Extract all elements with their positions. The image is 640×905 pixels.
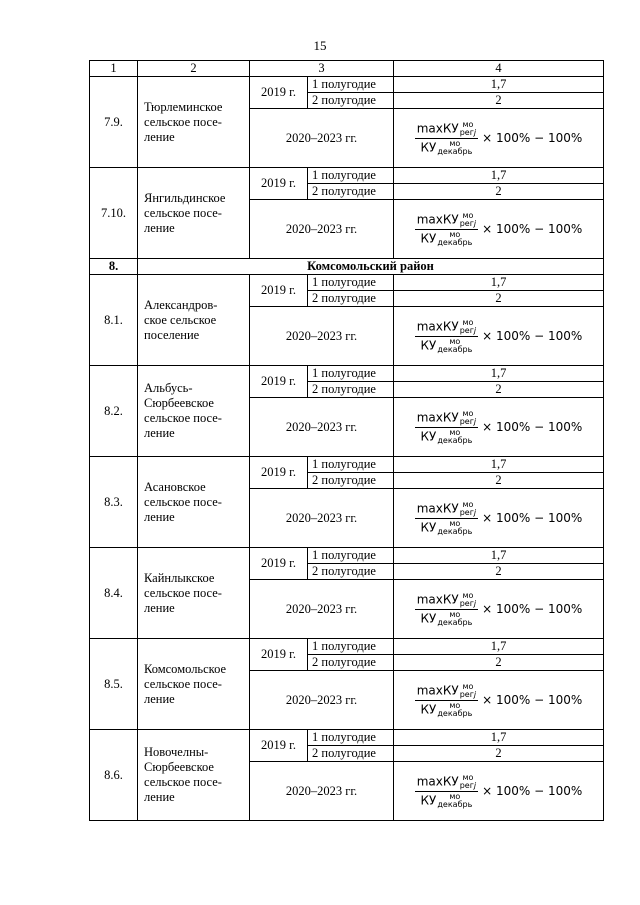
formula-cell (394, 489, 604, 548)
formula-cell (394, 307, 604, 366)
formula-cell (394, 398, 604, 457)
half-year-2: 2 полугодие (308, 473, 394, 489)
formula-fraction (415, 121, 478, 156)
header-col-2: 2 (138, 61, 250, 77)
formula-numerator: maxКУ мо регj (416, 210, 477, 228)
value-half-1: 1,7 (394, 548, 604, 564)
page-number: 15 (313, 38, 327, 53)
settlement-name: Новочелны- Сюрбеевское сельское посе- ление (138, 730, 250, 821)
row-number: 8.2. (90, 366, 138, 457)
year-cell: 2019 г. (250, 275, 308, 307)
half-year-1: 1 полугодие (308, 366, 394, 382)
row-number: 8.1. (90, 275, 138, 366)
formula-tail: × 100% − 100% (482, 783, 583, 798)
half-year-2: 2 полугодие (308, 655, 394, 671)
formula-numerator: maxКУ мо регj (416, 119, 477, 137)
row-number: 8.4. (90, 548, 138, 639)
formula-tail: × 100% − 100% (482, 419, 583, 434)
period-cell: 2020–2023 гг. (250, 307, 394, 366)
table-row (90, 548, 604, 564)
year-cell: 2019 г. (250, 639, 308, 671)
formula-tail: × 100% − 100% (482, 130, 583, 145)
period-cell: 2020–2023 гг. (250, 671, 394, 730)
value-half-1: 1,7 (394, 366, 604, 382)
settlement-name: Комсомольское сельское посе- ление (138, 639, 250, 730)
half-year-1: 1 полугодие (308, 77, 394, 93)
settlement-name: Альбусь- Сюрбеевское сельское посе- ление (138, 366, 250, 457)
formula (415, 501, 583, 536)
section-number: 8. (90, 259, 138, 275)
period-cell: 2020–2023 гг. (250, 200, 394, 259)
formula-fraction (415, 501, 478, 536)
formula (415, 774, 583, 809)
value-half-2: 2 (394, 655, 604, 671)
year-cell: 2019 г. (250, 548, 308, 580)
value-half-2: 2 (394, 291, 604, 307)
row-number: 8.6. (90, 730, 138, 821)
period-cell: 2020–2023 гг. (250, 489, 394, 548)
half-year-2: 2 полугодие (308, 382, 394, 398)
value-half-1: 1,7 (394, 457, 604, 473)
period-cell: 2020–2023 гг. (250, 398, 394, 457)
table-row (90, 730, 604, 746)
value-half-2: 2 (394, 93, 604, 109)
value-half-1: 1,7 (394, 639, 604, 655)
formula-numerator: maxКУ мо регj (416, 317, 477, 335)
formula-numerator: maxКУ мо регj (416, 681, 477, 699)
table-row (90, 366, 604, 382)
settlement-name: Тюрлеминское сельское посе- ление (138, 77, 250, 168)
table-row (90, 639, 604, 655)
tariff-table (89, 60, 604, 821)
formula-tail: × 100% − 100% (482, 328, 583, 343)
half-year-2: 2 полугодие (308, 291, 394, 307)
row-number: 7.9. (90, 77, 138, 168)
half-year-1: 1 полугодие (308, 168, 394, 184)
formula-numerator: maxКУ мо регj (416, 772, 477, 790)
formula (415, 592, 583, 627)
value-half-2: 2 (394, 564, 604, 580)
formula-cell (394, 580, 604, 639)
formula (415, 319, 583, 354)
settlement-name: Александров- ское сельское поселение (138, 275, 250, 366)
year-cell: 2019 г. (250, 366, 308, 398)
value-half-1: 1,7 (394, 77, 604, 93)
period-cell: 2020–2023 гг. (250, 762, 394, 821)
value-half-2: 2 (394, 473, 604, 489)
formula-denominator: КУ мо декабрь (420, 427, 473, 445)
formula-fraction (415, 592, 478, 627)
table-row (90, 77, 604, 93)
half-year-1: 1 полугодие (308, 275, 394, 291)
formula-tail: × 100% − 100% (482, 692, 583, 707)
row-number: 7.10. (90, 168, 138, 259)
formula-denominator: КУ мо декабрь (420, 138, 473, 156)
formula-tail: × 100% − 100% (482, 510, 583, 525)
half-year-1: 1 полугодие (308, 457, 394, 473)
table-row (90, 275, 604, 291)
row-number: 8.3. (90, 457, 138, 548)
half-year-1: 1 полугодие (308, 730, 394, 746)
period-cell: 2020–2023 гг. (250, 109, 394, 168)
half-year-2: 2 полугодие (308, 93, 394, 109)
header-col-4: 4 (394, 61, 604, 77)
value-half-1: 1,7 (394, 168, 604, 184)
settlement-name: Кайнлыкское сельское посе- ление (138, 548, 250, 639)
settlement-name: Янгильдинское сельское посе- ление (138, 168, 250, 259)
formula (415, 410, 583, 445)
formula-cell (394, 109, 604, 168)
half-year-2: 2 полугодие (308, 564, 394, 580)
formula-tail: × 100% − 100% (482, 221, 583, 236)
value-half-2: 2 (394, 746, 604, 762)
value-half-1: 1,7 (394, 730, 604, 746)
value-half-2: 2 (394, 184, 604, 200)
formula-fraction (415, 319, 478, 354)
formula-denominator: КУ мо декабрь (420, 791, 473, 809)
section-title: Комсомольский район (138, 259, 604, 275)
formula-cell (394, 671, 604, 730)
formula-fraction (415, 410, 478, 445)
formula-denominator: КУ мо декабрь (420, 700, 473, 718)
year-cell: 2019 г. (250, 457, 308, 489)
formula-fraction (415, 683, 478, 718)
table-row (90, 168, 604, 184)
formula-tail: × 100% − 100% (482, 601, 583, 616)
half-year-1: 1 полугодие (308, 548, 394, 564)
table-row (90, 457, 604, 473)
formula-fraction (415, 774, 478, 809)
year-cell: 2019 г. (250, 77, 308, 109)
formula-denominator: КУ мо декабрь (420, 518, 473, 536)
half-year-2: 2 полугодие (308, 746, 394, 762)
value-half-1: 1,7 (394, 275, 604, 291)
section-row (90, 259, 604, 275)
header-col-3: 3 (250, 61, 394, 77)
formula-cell (394, 762, 604, 821)
formula-denominator: КУ мо декабрь (420, 229, 473, 247)
row-number: 8.5. (90, 639, 138, 730)
year-cell: 2019 г. (250, 168, 308, 200)
formula-fraction (415, 212, 478, 247)
period-cell: 2020–2023 гг. (250, 580, 394, 639)
year-cell: 2019 г. (250, 730, 308, 762)
header-col-1: 1 (90, 61, 138, 77)
settlement-name: Асановское сельское посе- ление (138, 457, 250, 548)
half-year-2: 2 полугодие (308, 184, 394, 200)
half-year-1: 1 полугодие (308, 639, 394, 655)
formula (415, 121, 583, 156)
formula-denominator: КУ мо декабрь (420, 609, 473, 627)
value-half-2: 2 (394, 382, 604, 398)
formula-denominator: КУ мо декабрь (420, 336, 473, 354)
formula (415, 683, 583, 718)
header-row (90, 61, 604, 77)
formula-numerator: maxКУ мо регj (416, 408, 477, 426)
formula-numerator: maxКУ мо регj (416, 590, 477, 608)
formula-cell (394, 200, 604, 259)
formula (415, 212, 583, 247)
formula-numerator: maxКУ мо регj (416, 499, 477, 517)
